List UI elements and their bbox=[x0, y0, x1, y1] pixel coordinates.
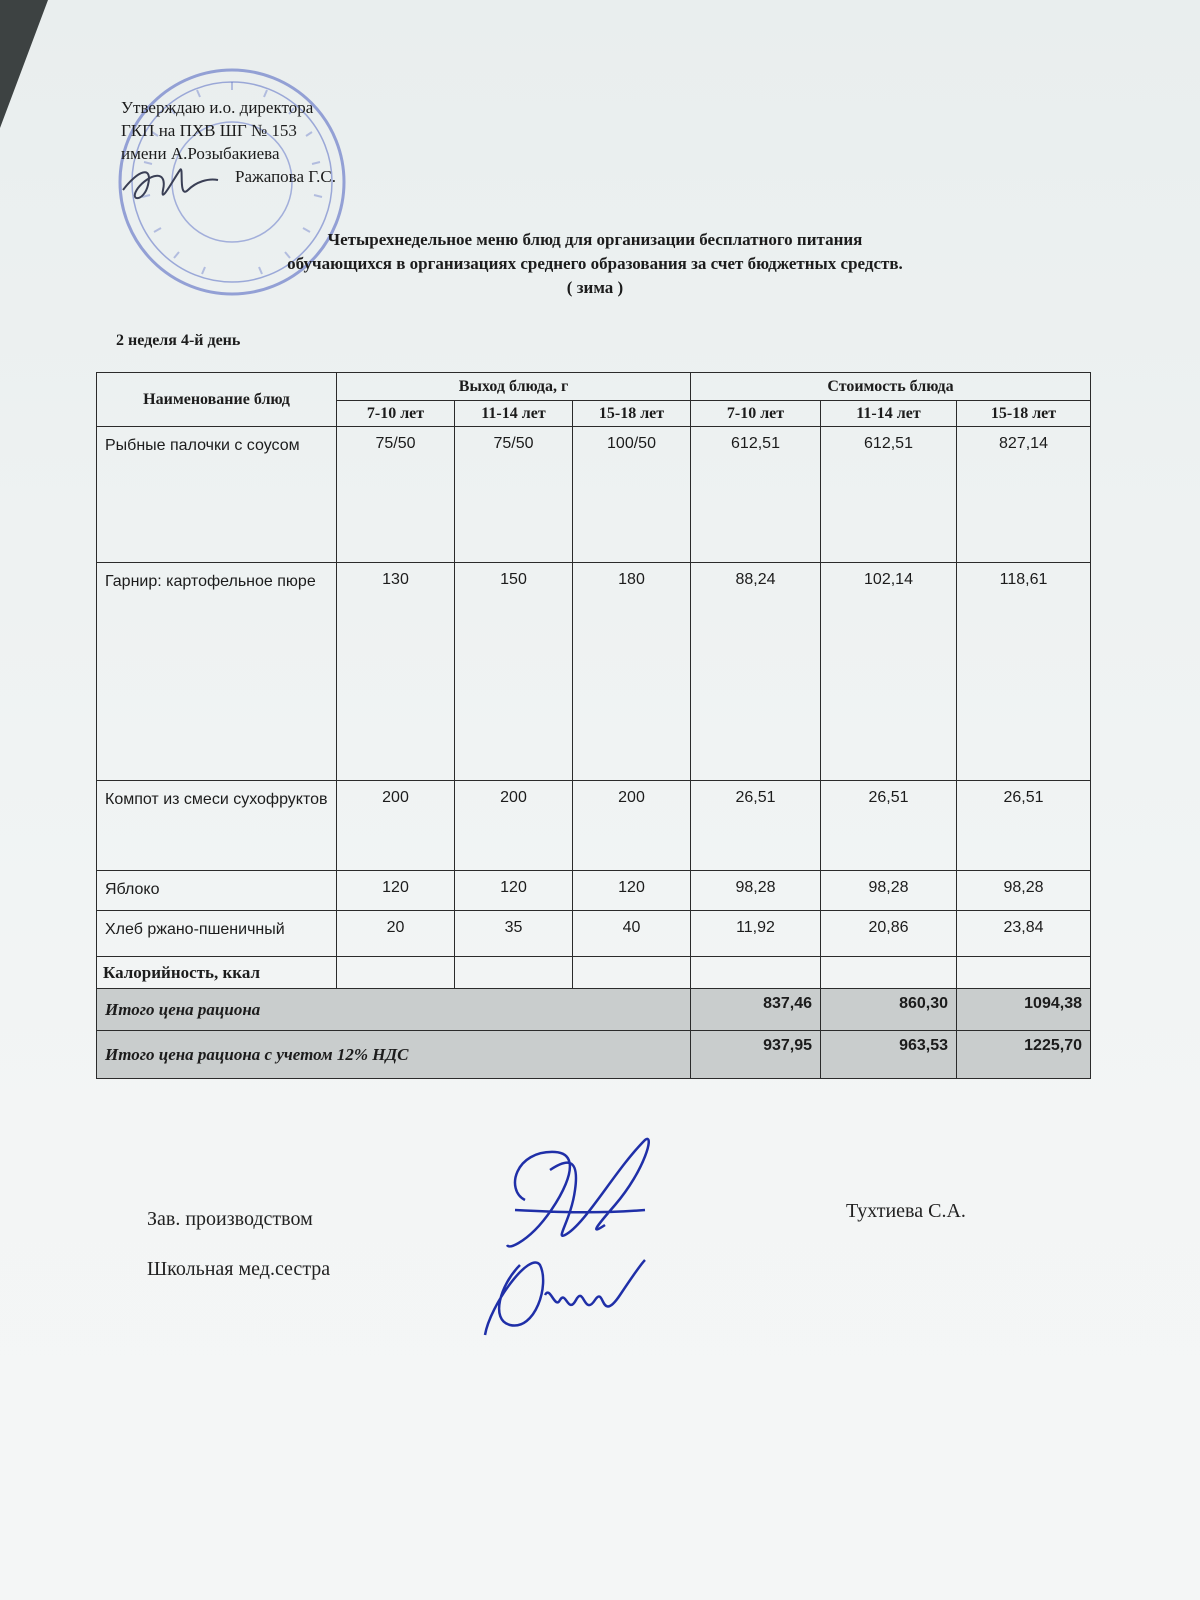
table-row bbox=[97, 911, 1091, 957]
total-vat-row bbox=[97, 1031, 1091, 1079]
title-line-1: Четырехнедельное меню блюд для организации бесплатного питания bbox=[327, 230, 863, 249]
dish-name: Гарнир: картофельное пюре bbox=[97, 563, 337, 781]
table-row bbox=[97, 563, 1091, 781]
header-cost: Стоимость блюда bbox=[691, 373, 1091, 401]
yield-15-18: 100/50 bbox=[573, 427, 691, 563]
yield-11-14: 75/50 bbox=[455, 427, 573, 563]
approval-line-2: ГКП на ПХВ ШГ № 153 bbox=[121, 121, 297, 140]
table-row bbox=[97, 781, 1091, 871]
total-15-18: 1094,38 bbox=[957, 989, 1091, 1031]
cost-7-10: 88,24 bbox=[691, 563, 821, 781]
table-row bbox=[97, 871, 1091, 911]
calories-empty-2 bbox=[821, 957, 957, 989]
calories-empty-1 bbox=[691, 957, 821, 989]
dish-name: Хлеб ржано-пшеничный bbox=[97, 911, 337, 957]
calories-empty-3 bbox=[957, 957, 1091, 989]
dish-name: Яблоко bbox=[97, 871, 337, 911]
dish-name: Компот из смеси сухофруктов bbox=[97, 781, 337, 871]
approval-line-3: имени А.Розыбакиева bbox=[121, 144, 280, 163]
calories-7-10 bbox=[337, 957, 455, 989]
total-label: Итого цена рациона bbox=[97, 989, 691, 1031]
title-line-2: обучающихся в организациях среднего образования за счет бюджетных средств. bbox=[287, 254, 903, 273]
total-11-14: 860,30 bbox=[821, 989, 957, 1031]
yield-7-10: 120 bbox=[337, 871, 455, 911]
yield-7-10: 130 bbox=[337, 563, 455, 781]
total-vat-11-14: 963,53 bbox=[821, 1031, 957, 1079]
dish-name: Рыбные палочки с соусом bbox=[97, 427, 337, 563]
cost-11-14: 102,14 bbox=[821, 563, 957, 781]
cost-7-10: 26,51 bbox=[691, 781, 821, 871]
yield-7-10: 200 bbox=[337, 781, 455, 871]
calories-label: Калорийность, ккал bbox=[97, 957, 337, 989]
nurse-title: Школьная мед.сестра bbox=[147, 1258, 331, 1280]
cost-15-18: 23,84 bbox=[957, 911, 1091, 957]
total-7-10: 837,46 bbox=[691, 989, 821, 1031]
cost-7-10: 11,92 bbox=[691, 911, 821, 957]
yield-11-14: 35 bbox=[455, 911, 573, 957]
cost-11-14: 612,51 bbox=[821, 427, 957, 563]
calories-row bbox=[97, 957, 1091, 989]
total-vat-7-10: 937,95 bbox=[691, 1031, 821, 1079]
cost-11-14: 98,28 bbox=[821, 871, 957, 911]
yield-11-14: 120 bbox=[455, 871, 573, 911]
cost-11-14: 20,86 bbox=[821, 911, 957, 957]
header-yield: Выход блюда, г bbox=[337, 373, 691, 401]
production-head-name: Тухтиева С.А. bbox=[846, 1200, 966, 1222]
yield-11-14: 150 bbox=[455, 563, 573, 781]
yield-15-18: 180 bbox=[573, 563, 691, 781]
header-yield-age-15-18: 15-18 лет bbox=[573, 401, 691, 427]
yield-11-14: 200 bbox=[455, 781, 573, 871]
menu-table bbox=[96, 372, 1091, 1079]
header-cost-age-11-14: 11-14 лет bbox=[821, 401, 957, 427]
header-cost-age-15-18: 15-18 лет bbox=[957, 401, 1091, 427]
header-yield-age-11-14: 11-14 лет bbox=[455, 401, 573, 427]
total-vat-15-18: 1225,70 bbox=[957, 1031, 1091, 1079]
nurse-signature bbox=[480, 1245, 650, 1345]
cost-15-18: 827,14 bbox=[957, 427, 1091, 563]
calories-11-14 bbox=[455, 957, 573, 989]
cost-7-10: 98,28 bbox=[691, 871, 821, 911]
header-yield-age-7-10: 7-10 лет bbox=[337, 401, 455, 427]
document-title bbox=[120, 228, 1070, 300]
calories-15-18 bbox=[573, 957, 691, 989]
header-cost-age-7-10: 7-10 лет bbox=[691, 401, 821, 427]
cost-15-18: 26,51 bbox=[957, 781, 1091, 871]
week-day-label: 2 неделя 4-й день bbox=[116, 332, 241, 349]
approval-signer: Ражапова Г.С. bbox=[235, 167, 337, 186]
cost-15-18: 118,61 bbox=[957, 563, 1091, 781]
cost-15-18: 98,28 bbox=[957, 871, 1091, 911]
header-dish-name: Наименование блюд bbox=[97, 373, 337, 427]
title-line-3: ( зима ) bbox=[566, 278, 624, 297]
yield-15-18: 120 bbox=[573, 871, 691, 911]
approval-line-1: Утверждаю и.о. директора bbox=[121, 98, 314, 117]
cost-11-14: 26,51 bbox=[821, 781, 957, 871]
cost-7-10: 612,51 bbox=[691, 427, 821, 563]
approval-block bbox=[121, 96, 336, 188]
production-head-title: Зав. производством bbox=[147, 1208, 313, 1230]
total-row bbox=[97, 989, 1091, 1031]
yield-15-18: 40 bbox=[573, 911, 691, 957]
table-row bbox=[97, 427, 1091, 563]
yield-7-10: 20 bbox=[337, 911, 455, 957]
yield-7-10: 75/50 bbox=[337, 427, 455, 563]
total-vat-label: Итого цена рациона с учетом 12% НДС bbox=[97, 1031, 691, 1079]
yield-15-18: 200 bbox=[573, 781, 691, 871]
